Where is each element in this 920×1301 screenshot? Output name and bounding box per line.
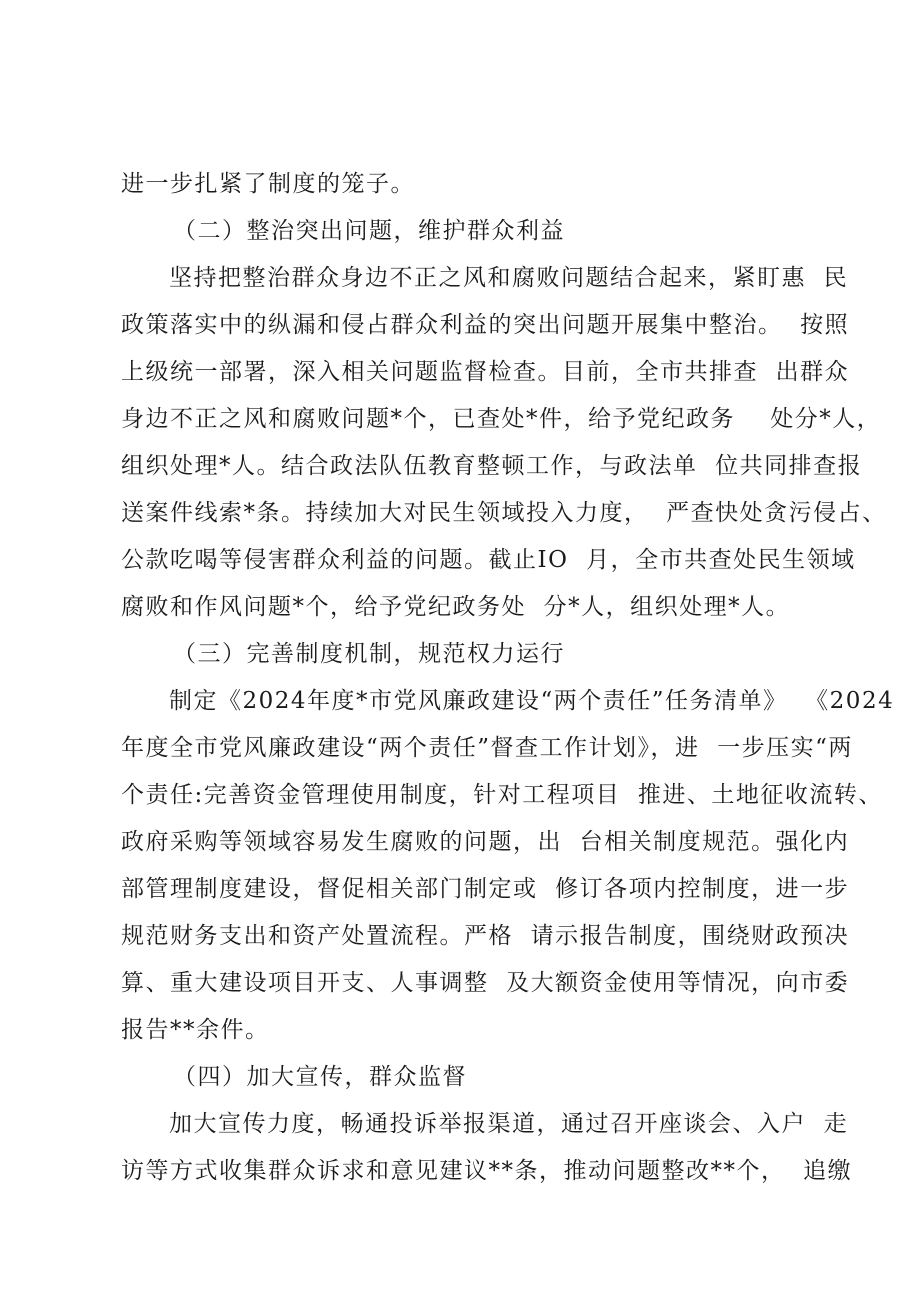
body-line: 腐败和作风问题*个，给予党纪政务处 分*人，组织处理*人。 (121, 594, 791, 620)
body-line: 规范财务支出和资产处置流程。严格 请示报告制度，围绕财政预决 (121, 923, 850, 949)
body-line: 算、重大建设项目开支、人事调整 及大额资金使用等情况，向市委 (121, 970, 850, 996)
section-heading-4: （四）加大宣传，群众监督 (173, 1064, 467, 1090)
body-line: 送案件线索*条。持续加大对民生领域投入力度， 严查快处贪污侵占、 (121, 500, 887, 526)
section-heading-3: （三）完善制度机制，规范权力运行 (173, 641, 565, 667)
body-line: 政府采购等领域容易发生腐败的问题，出 台相关制度规范。强化内 (121, 829, 850, 855)
body-line: 进一步扎紧了制度的笼子。 (121, 171, 415, 197)
paragraph-first-line: 制定《2024年度*市党风廉政建设“两个责任”任务清单》 《2024 (169, 688, 895, 714)
body-line: 身边不正之风和腐败问题*个，已查处*件，给予党纪政务 处分*人， (121, 406, 882, 432)
body-line: 个责任:完善资金管理使用制度，针对工程项目 推进、土地征收流转、 (121, 782, 883, 808)
body-line: 上级统一部署，深入相关问题监督检查。目前，全市共排查 出群众 (121, 359, 850, 385)
body-line: 年度全市党风廉政建设“两个责任”督查工作计划》，进 一步压实“两 (121, 735, 853, 761)
section-heading-2: （二）整治突出问题，维护群众利益 (173, 218, 565, 244)
paragraph-first-line: 坚持把整治群众身边不正之风和腐败问题结合起来，紧盯惠 民 (169, 265, 849, 291)
paragraph-first-line: 加大宣传力度，畅通投诉举报渠道，通过召开座谈会、入户 走 (169, 1111, 849, 1137)
body-line: 组织处理*人。结合政法队伍教育整顿工作，与政法单 位共同排查报 (121, 453, 863, 479)
body-line: 报告**余件。 (121, 1017, 270, 1043)
body-line: 访等方式收集群众诉求和意见建议**条，推动问题整改**个， 追缴 (121, 1158, 853, 1184)
body-line: 政策落实中的纵漏和侵占群众利益的突出问题开展集中整治。 按照 (121, 312, 850, 338)
body-line: 部管理制度建设，督促相关部门制定或 修订各项内控制度，进一步 (121, 876, 850, 902)
body-line: 公款吃喝等侵害群众利益的问题。截止IO 月，全市共查处民生领域 (121, 547, 856, 573)
